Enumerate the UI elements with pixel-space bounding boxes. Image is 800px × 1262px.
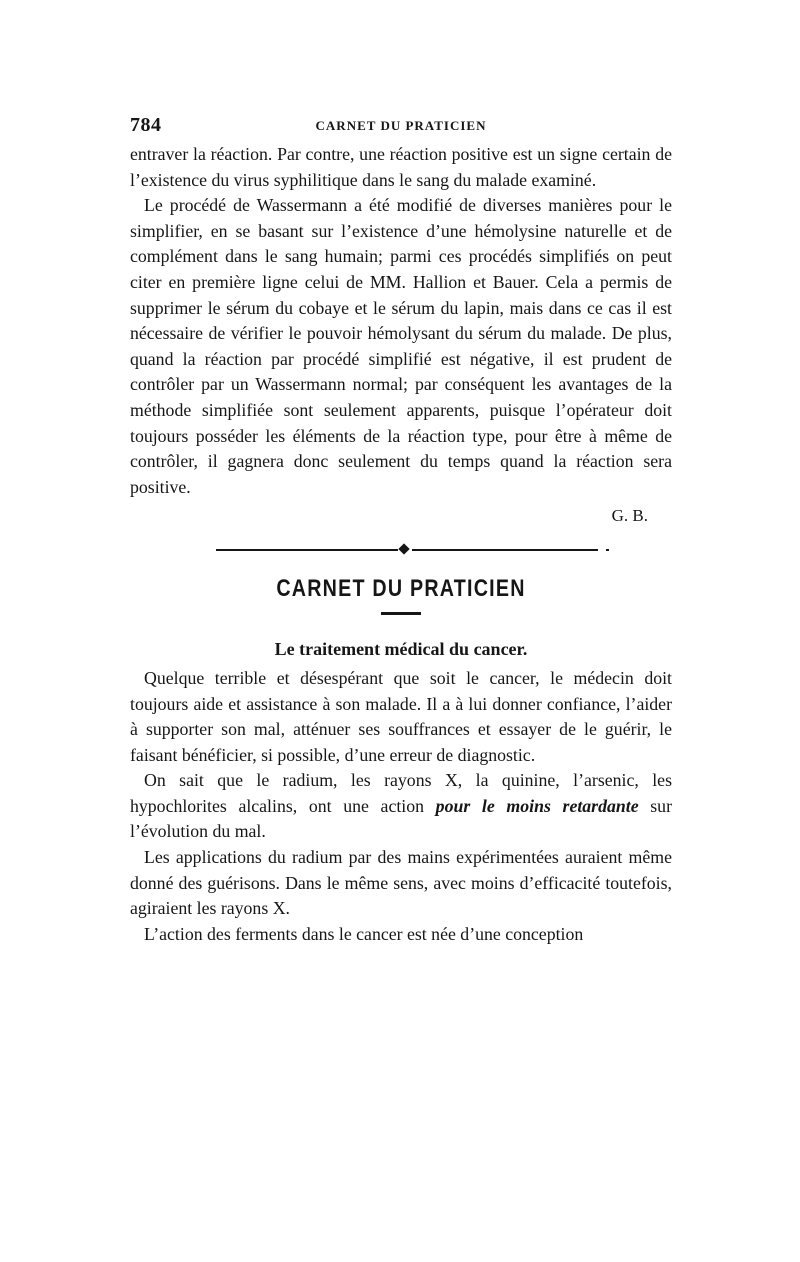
paragraph-text-start: On sait que le radium, les rayons X, la quinine, l’arsenic, les hypochlorites alcalins, ont une action <box>130 770 672 816</box>
section-title-rule <box>381 612 421 615</box>
divider-line-left <box>216 549 398 551</box>
paragraph-radium-applications: Les applications du radium par des mains expérimentées auraient même donné des guérisons. Dans le même sens, avec moins d’efficacité toutefois, agiraient les rayons X. <box>130 847 672 919</box>
paragraph-wassermann: Le procédé de Wassermann a été modifié de diverses manières pour le simplifier, en se basant sur l’existence d’une hémolysine naturelle et de complément dans le sang humain; parmi ces procédés simplifiés on peut citer en première ligne celui de MM. Hallion et Bauer. Cela a permis de supprimer le sérum du cobaye et le sérum du lapin, mais dans ce cas il est nécessaire de vérifier le pouvoir hémolysant du sérum du malade. De plus, quand la réaction par procédé simplifié est négative, il est prudent de contrôler par un Wassermann normal; par conséquent les avantages de la méthode simplifiée sont seulement apparents, puisque l’opérateur doit toujours posséder les éléments de la réaction type, pour être à même de contrôler, il gagnera donc seulement du temps quand la réaction sera positive. <box>130 195 672 497</box>
book-page <box>130 114 672 947</box>
paragraph-radium-treatments <box>130 768 672 845</box>
divider-dot <box>606 549 609 551</box>
paragraph-continuation: entraver la réaction. Par contre, une réaction positive est un signe certain de l’existence du virus syphilitique dans le sang du malade examiné. <box>130 144 672 190</box>
paragraph-text-end: sur l’évolution du mal. <box>130 795 672 842</box>
diamond-ornament-icon <box>398 543 409 554</box>
divider-line-right <box>412 549 598 551</box>
author-signature: G. B. <box>611 506 648 526</box>
italic-emphasis: pour le moins retardante <box>435 795 639 816</box>
running-title: CARNET DU PRATICIEN <box>315 118 487 133</box>
running-head <box>130 114 672 142</box>
article-subtitle: Le traitement médical du cancer. <box>274 638 528 659</box>
section-title: CARNET DU PRATICIEN <box>276 574 526 602</box>
paragraph-ferments: L’action des ferments dans le cancer est née d’une conception <box>144 923 584 944</box>
page-number: 784 <box>130 114 162 136</box>
section-divider <box>216 541 608 559</box>
paragraph-cancer-intro: Quelque terrible et désespérant que soit le cancer, le médecin doit toujours aide et assistance à son malade. Il a à lui donner confiance, l’aider à supporter son mal, atténuer ses souffrances et essayer de le guérir, le faisant bénéficier, si possible, d’une erreur de diagnostic. <box>130 667 672 765</box>
